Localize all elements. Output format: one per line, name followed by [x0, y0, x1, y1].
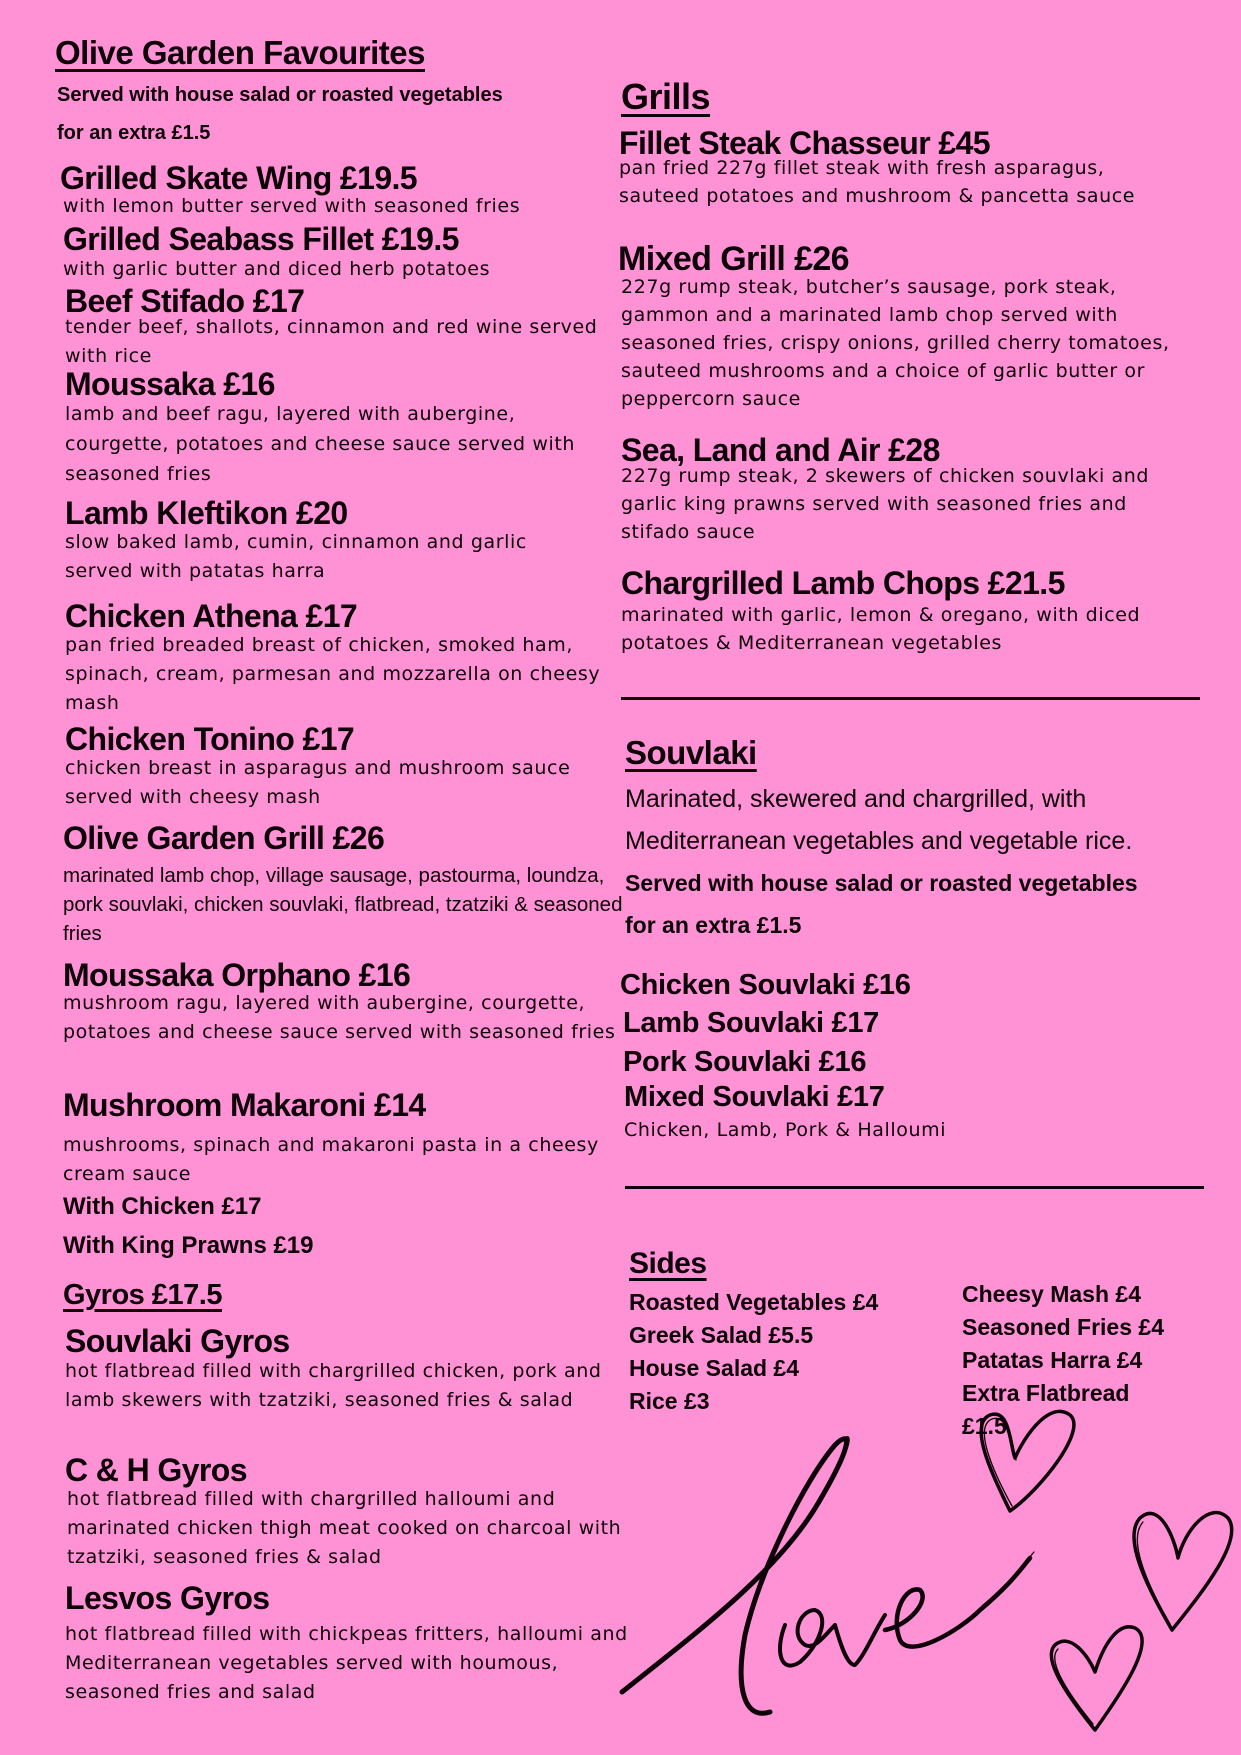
love-script-decoration	[610, 1400, 1241, 1755]
divider-souvlaki-sides	[625, 1186, 1204, 1189]
gyros-title: Gyros £17.5	[63, 1279, 222, 1311]
side-item: £1.5	[962, 1413, 1007, 1439]
menu-item-chicken-athena	[65, 598, 625, 718]
item-description: pan fried 227g fillet steak with fresh asparagus, sauteed potatoes and mushroom & pancetta sauce	[619, 157, 1136, 207]
souvlaki-intro-bold: Served with house salad or roasted vegetables for an extra £1.5	[625, 870, 1138, 938]
item-name: Moussaka Orphano £16	[63, 957, 411, 993]
sides-title: Sides	[629, 1247, 707, 1280]
item-description: slow baked lamb, cumin, cinnamon and garlic served with patatas harra	[65, 531, 527, 582]
menu-item-mushroom-makaroni	[63, 1087, 633, 1189]
menu-item-ch-gyros	[65, 1452, 635, 1572]
souvlaki-item-pork: Pork Souvlaki £16	[623, 1046, 867, 1078]
menu-item-chicken-tonino	[65, 721, 625, 812]
side-item: Roasted Vegetables £4	[629, 1289, 879, 1315]
side-item: Cheesy Mash £4	[962, 1281, 1141, 1307]
item-description: 227g rump steak, butcher’s sausage, pork steak, gammon and a marinated lamb chop served with seasoned fries, crispy onions, grilled cherry tomatoes, sauteed mushrooms and a choice of garlic butter or peppercorn sauce	[621, 276, 1170, 410]
item-description: mushrooms, spinach and makaroni pasta in a cheesy cream sauce	[63, 1134, 599, 1185]
side-item: House Salad £4	[629, 1355, 800, 1381]
item-name: Olive Garden Grill £26	[63, 820, 385, 856]
favourites-note-line1: Served with house salad or roasted vegetables	[57, 84, 503, 106]
heart-icon	[1134, 1513, 1232, 1630]
item-name: C & H Gyros	[65, 1452, 247, 1488]
item-description: marinated with garlic, lemon & oregano, with diced potatoes & Mediterranean vegetables	[621, 604, 1141, 654]
item-name: Grilled Seabass Fillet £19.5	[63, 221, 459, 257]
item-description: hot flatbread filled with chargrilled chicken, pork and lamb skewers with tzatziki, seasoned fries & salad	[65, 1360, 602, 1411]
makaroni-option-chicken: With Chicken £17	[63, 1193, 262, 1220]
item-name: Sea, Land and Air £28	[621, 432, 940, 468]
menu-item-olive-garden-grill	[63, 820, 633, 948]
item-name: Chargrilled Lamb Chops £21.5	[621, 565, 1065, 601]
menu-item-skate-wing	[60, 160, 620, 221]
souvlaki-mixed-note: Chicken, Lamb, Pork & Halloumi	[624, 1119, 947, 1141]
item-name: Chicken Tonino £17	[65, 721, 355, 757]
item-description: with lemon butter served with seasoned fries	[63, 195, 521, 217]
souvlaki-item-mixed: Mixed Souvlaki £17	[624, 1081, 885, 1113]
souvlaki-item-lamb: Lamb Souvlaki £17	[623, 1007, 880, 1039]
souvlaki-item-chicken: Chicken Souvlaki £16	[620, 969, 911, 1001]
menu-item-fillet-steak	[619, 125, 1189, 210]
menu-item-souvlaki-gyros	[65, 1323, 635, 1415]
item-description: tender beef, shallots, cinnamon and red wine served with rice	[65, 316, 598, 367]
side-item: Greek Salad £5.5	[629, 1322, 814, 1348]
menu-item-lamb-chops	[621, 565, 1201, 657]
makaroni-option-prawns: With King Prawns £19	[63, 1232, 314, 1259]
favourites-title: Olive Garden Favourites	[55, 34, 425, 71]
side-item: Seasoned Fries £4	[962, 1314, 1164, 1340]
item-description: hot flatbread filled with chickpeas fritters, halloumi and Mediterranean vegetables served with houmous, seasoned fries and salad	[65, 1623, 628, 1703]
souvlaki-intro-text: Marinated, skewered and chargrilled, with Mediterranean vegetables and vegetable rice.	[625, 785, 1133, 855]
item-name: Lamb Kleftikon £20	[65, 495, 348, 531]
item-description: lamb and beef ragu, layered with aubergine, courgette, potatoes and cheese sauce served with seasoned fries	[65, 403, 576, 485]
item-name: Mixed Grill £26	[618, 240, 849, 278]
souvlaki-intro	[625, 778, 1165, 946]
item-description: 227g rump steak, 2 skewers of chicken souvlaki and garlic king prawns served with seasoned fries and stifado sauce	[621, 465, 1150, 543]
menu-item-beef-stifado	[65, 283, 625, 371]
item-description: mushroom ragu, layered with aubergine, courgette, potatoes and cheese sauce served with seasoned fries	[63, 992, 616, 1043]
item-name: Fillet Steak Chasseur £45	[619, 125, 990, 161]
item-description: chicken breast in asparagus and mushroom sauce served with cheesy mash	[65, 757, 571, 808]
menu-item-seabass	[63, 221, 623, 284]
menu-item-lesvos-gyros	[65, 1580, 645, 1707]
souvlaki-title: Souvlaki	[625, 734, 757, 771]
menu-item-lamb-kleftikon	[65, 495, 625, 586]
item-name: Beef Stifado £17	[65, 283, 305, 319]
grills-title: Grills	[621, 76, 711, 117]
favourites-note-line2: for an extra £1.5	[57, 122, 211, 144]
love-script-icon	[622, 1437, 1034, 1713]
menu-item-sea-land-air	[621, 432, 1191, 546]
item-description: with garlic butter and diced herb potatoes	[63, 258, 491, 280]
item-name: Mushroom Makaroni £14	[63, 1087, 426, 1123]
item-name: Grilled Skate Wing £19.5	[60, 160, 418, 196]
side-item: Extra Flatbread	[962, 1380, 1130, 1406]
menu-item-moussaka-orphano	[63, 957, 633, 1047]
item-name: Souvlaki Gyros	[65, 1323, 290, 1359]
heart-icon	[981, 1411, 1074, 1511]
item-name: Lesvos Gyros	[65, 1580, 270, 1616]
side-item: Rice £3	[629, 1388, 710, 1414]
item-name: Chicken Athena £17	[65, 598, 358, 634]
divider-grills-souvlaki	[621, 697, 1200, 700]
item-description: hot flatbread filled with chargrilled halloumi and marinated chicken thigh meat cooked on charcoal with tzatziki, seasoned fries & salad	[67, 1488, 622, 1568]
item-name: Moussaka £16	[65, 366, 275, 402]
item-description: pan fried breaded breast of chicken, smoked ham, spinach, cream, parmesan and mozzarella on cheesy mash	[65, 634, 601, 714]
heart-icon	[1051, 1627, 1142, 1730]
item-description: marinated lamb chop, village sausage, pastourma, loundza, pork souvlaki, chicken souvlaki, flatbread, tzatziki & seasoned fries	[63, 864, 623, 945]
sides-column-1	[629, 1286, 878, 1418]
menu-item-moussaka	[65, 366, 625, 489]
menu-item-mixed-grill	[618, 241, 1198, 413]
side-item: Patatas Harra £4	[962, 1347, 1143, 1373]
